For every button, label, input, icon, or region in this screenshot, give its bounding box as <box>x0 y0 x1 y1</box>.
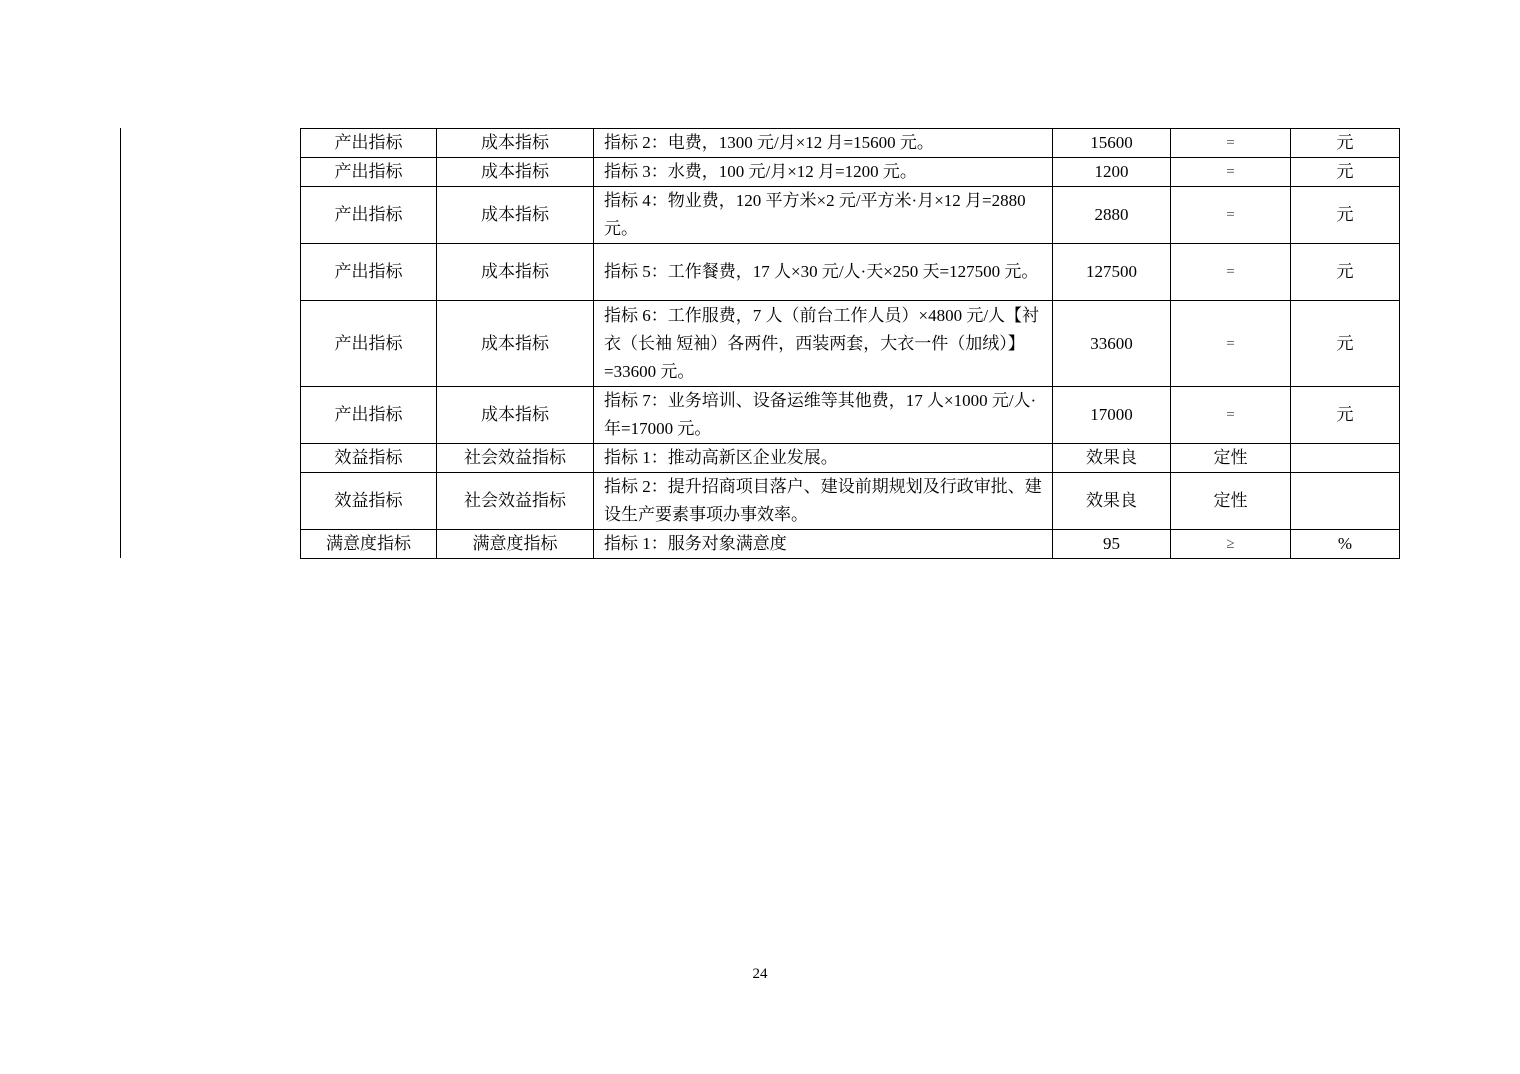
indicator-value-cell: 15600 <box>1053 129 1171 158</box>
indicator-unit-cell <box>1291 444 1400 473</box>
level2-indicator-cell: 成本指标 <box>437 387 594 444</box>
indicator-unit-cell: 元 <box>1291 158 1400 187</box>
indicator-description-cell: 指标 4：物业费，120 平方米×2 元/平方米·月×12 月=2880 元。 <box>594 187 1053 244</box>
indicator-value-cell: 95 <box>1053 530 1171 559</box>
indicator-description-cell: 指标 5：工作餐费，17 人×30 元/人·天×250 天=127500 元。 <box>594 244 1053 301</box>
table-row <box>301 473 1400 530</box>
indicator-symbol-cell: = <box>1171 301 1291 387</box>
level1-indicator-cell: 效益指标 <box>301 444 437 473</box>
indicator-description-cell: 指标 3：水费，100 元/月×12 月=1200 元。 <box>594 158 1053 187</box>
level1-indicator-cell: 产出指标 <box>301 244 437 301</box>
table-row <box>301 387 1400 444</box>
indicator-value-cell: 17000 <box>1053 387 1171 444</box>
level2-indicator-cell: 成本指标 <box>437 129 594 158</box>
indicator-description-cell: 指标 2：提升招商项目落户、建设前期规划及行政审批、建设生产要素事项办事效率。 <box>594 473 1053 530</box>
left-margin-rule <box>120 128 121 558</box>
indicator-unit-cell: 元 <box>1291 387 1400 444</box>
indicator-symbol-cell: ≥ <box>1171 530 1291 559</box>
level1-indicator-cell: 产出指标 <box>301 129 437 158</box>
level2-indicator-cell: 满意度指标 <box>437 530 594 559</box>
table-row <box>301 244 1400 301</box>
indicator-description-cell: 指标 1：服务对象满意度 <box>594 530 1053 559</box>
indicator-description-cell: 指标 6：工作服费，7 人（前台工作人员）×4800 元/人【衬衣（长袖 短袖）各两件，西装两套，大衣一件（加绒）】=33600 元。 <box>594 301 1053 387</box>
indicator-value-cell: 效果良 <box>1053 473 1171 530</box>
table-row <box>301 187 1400 244</box>
level1-indicator-cell: 效益指标 <box>301 473 437 530</box>
table-row <box>301 129 1400 158</box>
level1-indicator-cell: 产出指标 <box>301 158 437 187</box>
indicator-description-cell: 指标 1：推动高新区企业发展。 <box>594 444 1053 473</box>
indicator-description-cell: 指标 2：电费，1300 元/月×12 月=15600 元。 <box>594 129 1053 158</box>
level1-indicator-cell: 满意度指标 <box>301 530 437 559</box>
indicator-unit-cell: 元 <box>1291 129 1400 158</box>
level2-indicator-cell: 成本指标 <box>437 244 594 301</box>
indicator-value-cell: 33600 <box>1053 301 1171 387</box>
table-row <box>301 301 1400 387</box>
indicator-symbol-cell: 定性 <box>1171 473 1291 530</box>
level1-indicator-cell: 产出指标 <box>301 387 437 444</box>
indicator-symbol-cell: = <box>1171 187 1291 244</box>
indicator-unit-cell <box>1291 473 1400 530</box>
performance-indicator-table <box>300 128 1400 559</box>
indicator-unit-cell: 元 <box>1291 301 1400 387</box>
level2-indicator-cell: 成本指标 <box>437 187 594 244</box>
level2-indicator-cell: 成本指标 <box>437 158 594 187</box>
indicator-value-cell: 127500 <box>1053 244 1171 301</box>
table-row <box>301 444 1400 473</box>
level2-indicator-cell: 成本指标 <box>437 301 594 387</box>
indicator-description-cell: 指标 7：业务培训、设备运维等其他费，17 人×1000 元/人·年=17000 元。 <box>594 387 1053 444</box>
level2-indicator-cell: 社会效益指标 <box>437 473 594 530</box>
indicator-value-cell: 2880 <box>1053 187 1171 244</box>
indicator-symbol-cell: = <box>1171 387 1291 444</box>
indicator-symbol-cell: = <box>1171 129 1291 158</box>
indicator-unit-cell: 元 <box>1291 187 1400 244</box>
indicator-symbol-cell: = <box>1171 158 1291 187</box>
indicator-value-cell: 1200 <box>1053 158 1171 187</box>
level1-indicator-cell: 产出指标 <box>301 301 437 387</box>
page-number: 24 <box>752 966 768 982</box>
indicator-value-cell: 效果良 <box>1053 444 1171 473</box>
indicator-unit-cell: 元 <box>1291 244 1400 301</box>
indicator-unit-cell: % <box>1291 530 1400 559</box>
indicator-symbol-cell: = <box>1171 244 1291 301</box>
table-row <box>301 158 1400 187</box>
indicator-symbol-cell: 定性 <box>1171 444 1291 473</box>
level1-indicator-cell: 产出指标 <box>301 187 437 244</box>
table-row <box>301 530 1400 559</box>
level2-indicator-cell: 社会效益指标 <box>437 444 594 473</box>
